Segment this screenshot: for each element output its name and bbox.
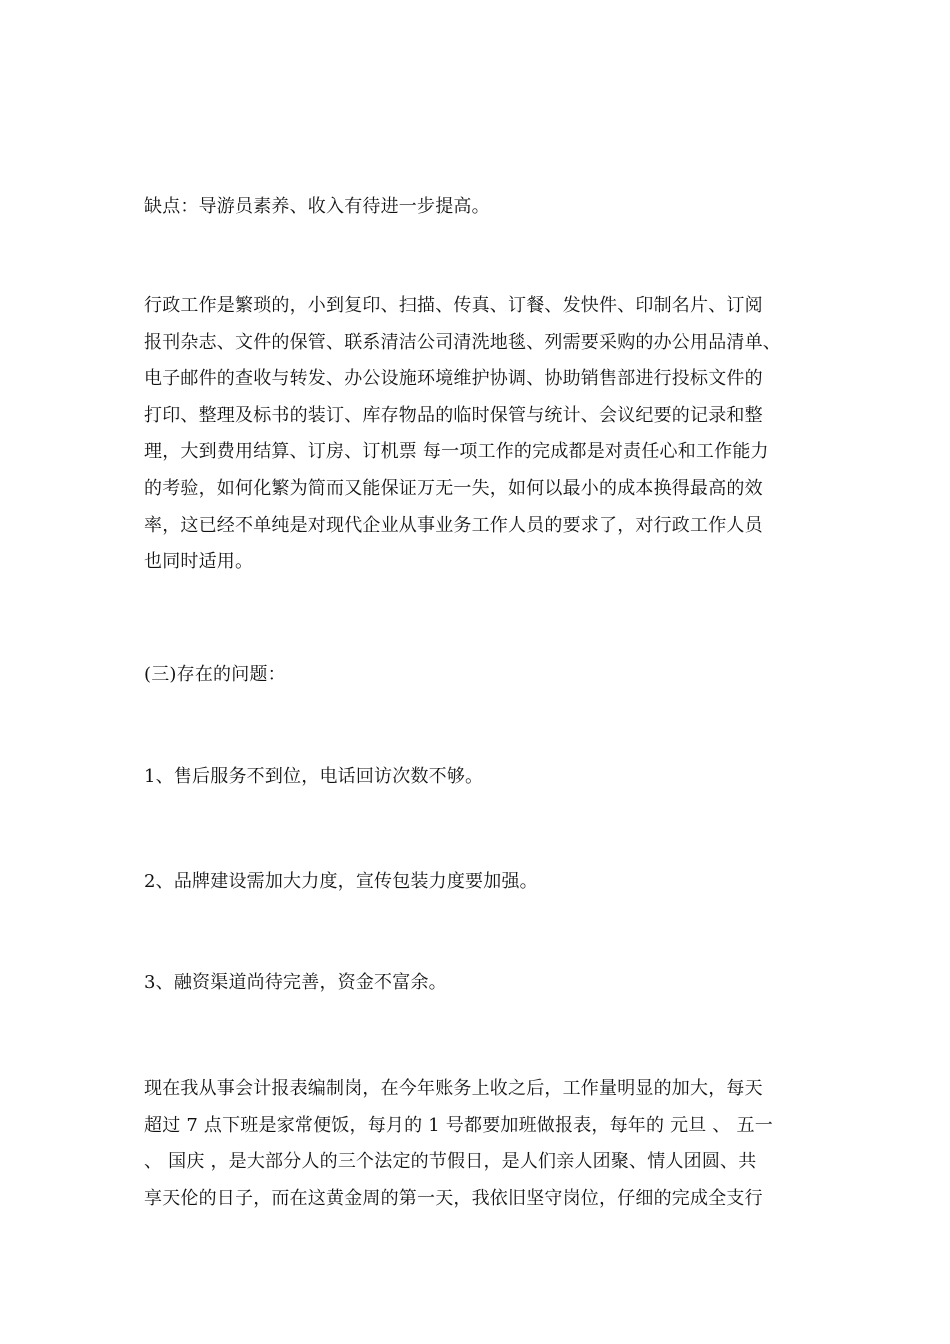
paragraph-line: 理，大到费用结算、订房、订机票 每一项工作的完成都是对责任心和工作能力 xyxy=(144,441,769,463)
issue-item-1: 1、售后服务不到位，电话回访次数不够。 xyxy=(144,766,484,787)
paragraph-line: 超过 7 点下班是家常便饭，每月的 1 号都要加班做报表，每年的 元旦 、 五一 xyxy=(144,1114,773,1136)
paragraph-line: 电子邮件的查收与转发、办公设施环境维护协调、协助销售部进行投标文件的 xyxy=(144,368,763,390)
paragraph-line: 打印、整理及标书的装订、库存物品的临时保管与统计、会议纪要的记录和整 xyxy=(144,404,763,426)
paragraph-line: 现在我从事会计报表编制岗，在今年账务上收之后，工作量明显的加大，每天 xyxy=(144,1078,763,1099)
paragraph-line: 率，这已经不单纯是对现代企业从事业务工作人员的要求了，对行政工作人员 xyxy=(144,514,763,536)
paragraph-line: 行政工作是繁琐的，小到复印、扫描、传真、订餐、发快件、印制名片、订阅 xyxy=(144,295,763,316)
paragraph-line: 享天伦的日子，而在这黄金周的第一天，我依旧坚守岗位，仔细的完成全支行 xyxy=(144,1187,763,1209)
issue-item-2: 2、品牌建设需加大力度，宣传包装力度要加强。 xyxy=(144,871,538,892)
issue-item-3: 3、融资渠道尚待完善，资金不富余。 xyxy=(144,972,447,993)
paragraph-line: 报刊杂志、文件的保管、联系清洁公司清洗地毯、列需要采购的办公用品清单、 xyxy=(144,331,781,353)
admin-work-paragraph xyxy=(144,288,806,581)
section-heading: (三)存在的问题： xyxy=(144,664,286,685)
paragraph-line: 的考验，如何化繁为简而又能保证万无一失，如何以最小的成本换得最高的效 xyxy=(144,477,763,499)
paragraph-line: 也同时适用。 xyxy=(144,551,254,573)
accounting-paragraph xyxy=(144,1071,806,1217)
paragraph-line: 、 国庆 ，是大部分人的三个法定的节假日，是人们亲人团聚、情人团圆、共 xyxy=(144,1151,757,1173)
drawbacks-text: 缺点：导游员素养、收入有待进一步提高。 xyxy=(144,196,490,217)
